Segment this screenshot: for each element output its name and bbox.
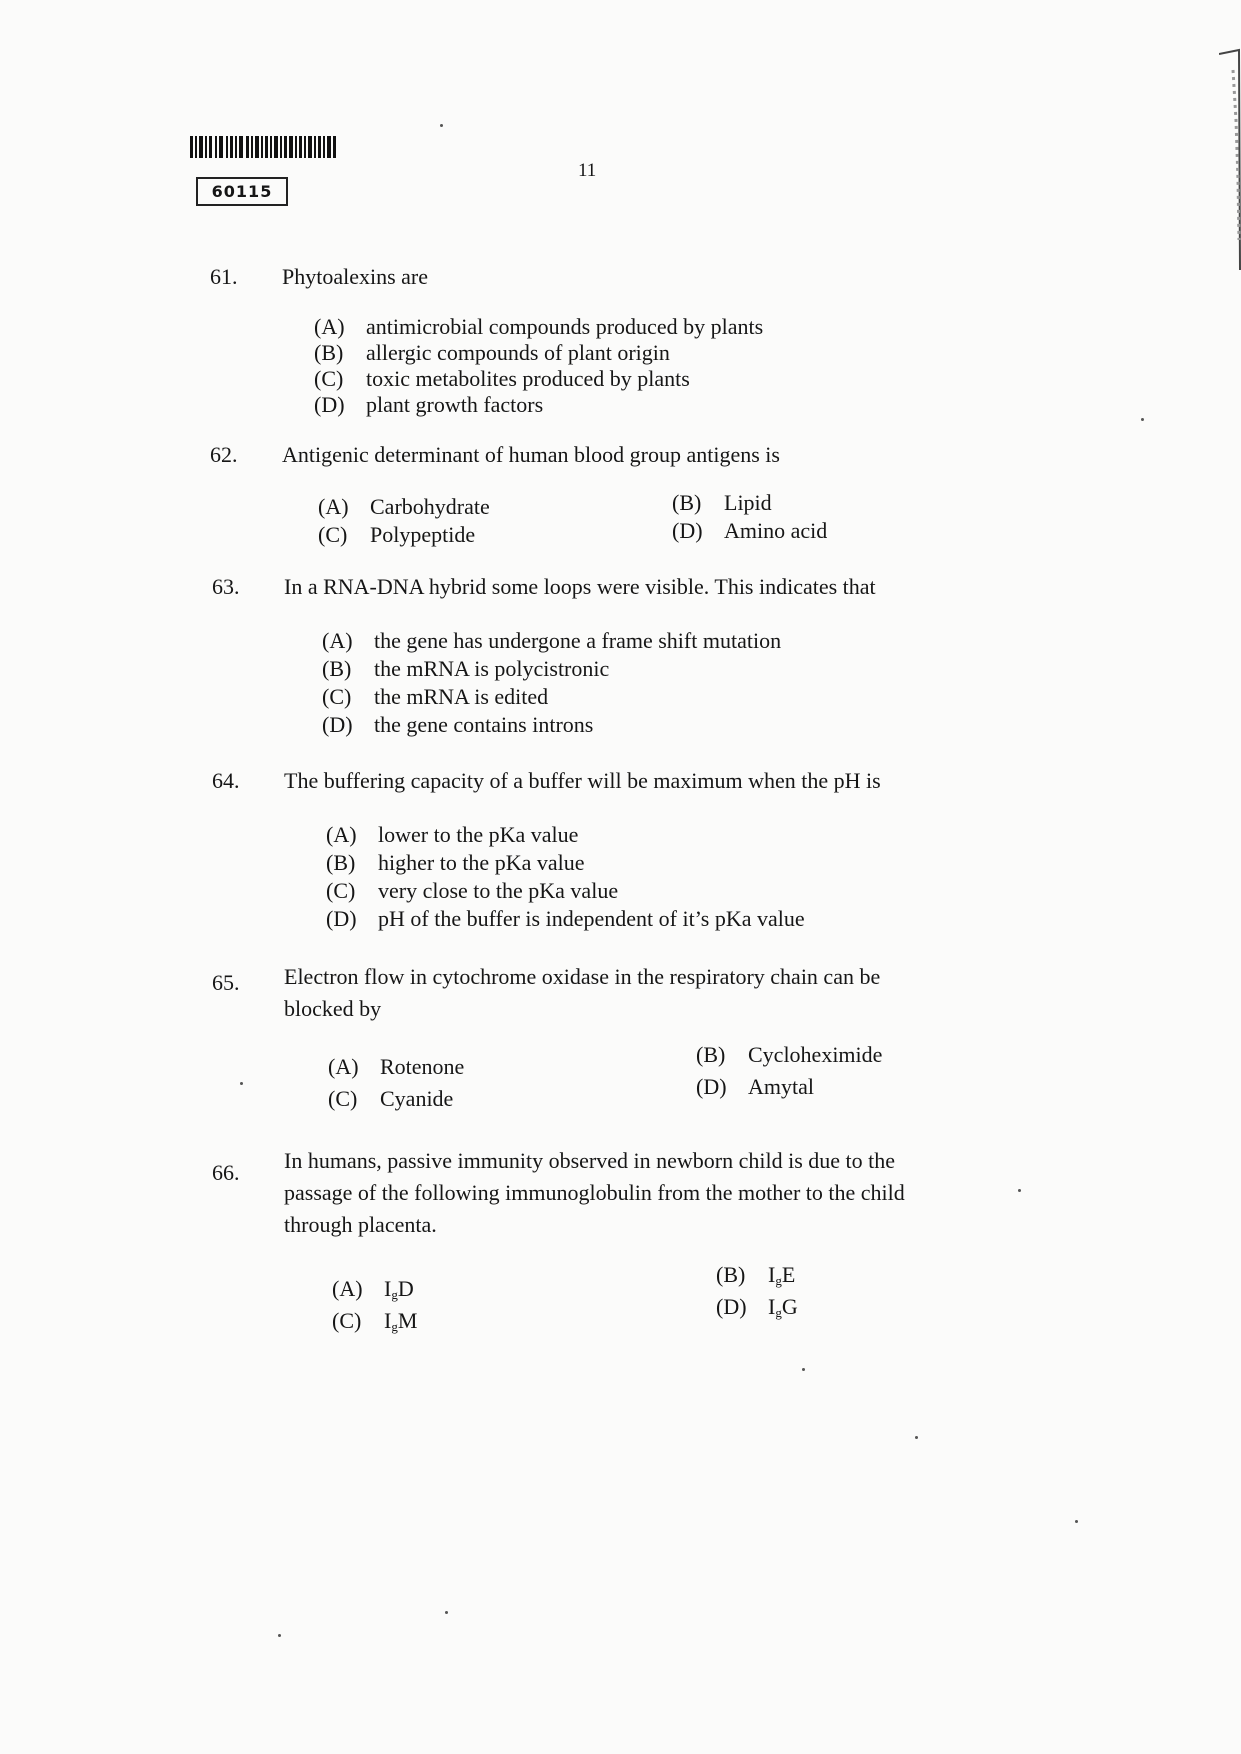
option-b bbox=[326, 848, 585, 878]
option-d bbox=[672, 516, 827, 546]
question-stem: In a RNA-DNA hybrid some loops were visible. This indicates that bbox=[284, 574, 876, 599]
option-label: (C) bbox=[322, 684, 352, 709]
option-text: the mRNA is edited bbox=[374, 684, 549, 709]
speck bbox=[445, 1611, 448, 1614]
option-label: (B) bbox=[322, 656, 352, 681]
option-text: the gene contains introns bbox=[374, 712, 594, 737]
option-suffix: D bbox=[397, 1276, 414, 1301]
option-prefix: I bbox=[768, 1294, 776, 1319]
option-d bbox=[326, 904, 805, 934]
option-text: allergic compounds of plant origin bbox=[366, 340, 670, 365]
option-a bbox=[322, 626, 781, 656]
option-a bbox=[326, 820, 578, 850]
barcode-image bbox=[190, 136, 338, 170]
option-text: the gene has undergone a frame shift mutation bbox=[374, 628, 782, 653]
question-66 bbox=[212, 1148, 1132, 1344]
option-a bbox=[328, 1052, 464, 1082]
question-stem-continued: through placenta. bbox=[284, 1212, 437, 1237]
option-label: (D) bbox=[716, 1294, 747, 1319]
option-label: (A) bbox=[328, 1054, 359, 1079]
option-suffix: G bbox=[781, 1294, 798, 1319]
question-number: 61. bbox=[210, 264, 238, 289]
option-subscript: g bbox=[391, 1287, 398, 1302]
option-label: (A) bbox=[332, 1276, 363, 1301]
option-text: very close to the pKa value bbox=[378, 878, 619, 903]
option-label: (D) bbox=[696, 1074, 727, 1099]
option-text: Amytal bbox=[748, 1074, 814, 1099]
question-61 bbox=[210, 262, 1110, 417]
option-text bbox=[768, 1294, 798, 1319]
option-text: Carbohydrate bbox=[370, 494, 490, 519]
option-c bbox=[318, 520, 475, 550]
option-text: higher to the pKa value bbox=[378, 850, 585, 875]
option-label: (C) bbox=[314, 366, 344, 391]
option-b bbox=[716, 1260, 795, 1296]
question-number: 63. bbox=[212, 574, 240, 599]
option-b bbox=[696, 1040, 882, 1070]
question-stem: In humans, passive immunity observed in newborn child is due to the bbox=[284, 1148, 896, 1173]
question-number: 64. bbox=[212, 768, 240, 793]
option-text: toxic metabolites produced by plants bbox=[366, 366, 690, 391]
option-a bbox=[332, 1274, 414, 1310]
option-label: (C) bbox=[326, 878, 356, 903]
option-text bbox=[384, 1308, 417, 1333]
option-label: (C) bbox=[328, 1086, 358, 1111]
option-subscript: g bbox=[391, 1319, 398, 1334]
speck bbox=[440, 124, 443, 127]
speck bbox=[1141, 418, 1144, 421]
option-text: pH of the buffer is independent of it’s pKa value bbox=[378, 906, 805, 931]
option-subscript: g bbox=[775, 1273, 782, 1288]
speck bbox=[802, 1368, 805, 1371]
option-text: the mRNA is polycistronic bbox=[374, 656, 610, 681]
option-b bbox=[322, 654, 609, 684]
option-text: Polypeptide bbox=[370, 522, 476, 547]
question-stem-continued: blocked by bbox=[284, 996, 382, 1021]
option-label: (D) bbox=[322, 712, 353, 737]
scan-edge-mark bbox=[1219, 40, 1241, 270]
option-d bbox=[314, 390, 543, 420]
option-label: (B) bbox=[696, 1042, 726, 1067]
option-label: (A) bbox=[326, 822, 357, 847]
option-text: Amino acid bbox=[724, 518, 828, 543]
question-64 bbox=[212, 766, 1112, 936]
option-c bbox=[328, 1084, 453, 1114]
option-text: Rotenone bbox=[380, 1054, 465, 1079]
option-label: (B) bbox=[716, 1262, 746, 1287]
option-text: antimicrobial compounds produced by plants bbox=[366, 314, 764, 339]
page-number: 11 bbox=[578, 160, 597, 181]
option-label: (C) bbox=[332, 1308, 362, 1333]
question-number: 66. bbox=[212, 1160, 240, 1185]
question-stem: The buffering capacity of a buffer will be maximum when the pH is bbox=[284, 768, 881, 793]
question-stem: Electron flow in cytochrome oxidase in the respiratory chain can be bbox=[284, 964, 881, 989]
option-d bbox=[696, 1072, 814, 1102]
question-number: 62. bbox=[210, 442, 238, 467]
option-label: (D) bbox=[326, 906, 357, 931]
option-c bbox=[326, 876, 618, 906]
option-text bbox=[384, 1276, 414, 1301]
option-c bbox=[332, 1306, 417, 1342]
option-prefix: I bbox=[768, 1262, 776, 1287]
option-text: Cycloheximide bbox=[748, 1042, 883, 1067]
option-label: (D) bbox=[314, 392, 345, 417]
option-label: (A) bbox=[318, 494, 349, 519]
option-suffix: E bbox=[781, 1262, 796, 1287]
option-b bbox=[672, 488, 772, 518]
question-stem: Antigenic determinant of human blood group antigens is bbox=[282, 442, 780, 467]
speck bbox=[915, 1436, 918, 1439]
option-text bbox=[768, 1262, 795, 1287]
option-suffix: M bbox=[397, 1308, 418, 1333]
option-prefix: I bbox=[384, 1276, 392, 1301]
option-label: (B) bbox=[314, 340, 344, 365]
question-62 bbox=[210, 440, 1110, 550]
question-65 bbox=[212, 964, 1112, 1118]
option-text: Lipid bbox=[724, 490, 772, 515]
question-stem-continued: passage of the following immunoglobulin from the mother to the child bbox=[284, 1180, 905, 1205]
option-prefix: I bbox=[384, 1308, 392, 1333]
option-subscript: g bbox=[775, 1305, 782, 1320]
option-label: (D) bbox=[672, 518, 703, 543]
question-number: 65. bbox=[212, 970, 240, 995]
option-text: lower to the pKa value bbox=[378, 822, 579, 847]
option-label: (B) bbox=[672, 490, 702, 515]
question-63 bbox=[212, 572, 1112, 742]
option-text: Cyanide bbox=[380, 1086, 454, 1111]
option-c bbox=[322, 682, 548, 712]
speck bbox=[278, 1634, 281, 1637]
option-d bbox=[716, 1292, 798, 1328]
option-text: plant growth factors bbox=[366, 392, 544, 417]
option-label: (B) bbox=[326, 850, 356, 875]
option-label: (C) bbox=[318, 522, 348, 547]
option-label: (A) bbox=[322, 628, 353, 653]
option-d bbox=[322, 710, 593, 740]
option-a bbox=[318, 492, 490, 522]
paper-code-box: 60115 bbox=[196, 177, 288, 206]
question-stem: Phytoalexins are bbox=[282, 264, 429, 289]
option-label: (A) bbox=[314, 314, 345, 339]
speck bbox=[1075, 1520, 1078, 1523]
